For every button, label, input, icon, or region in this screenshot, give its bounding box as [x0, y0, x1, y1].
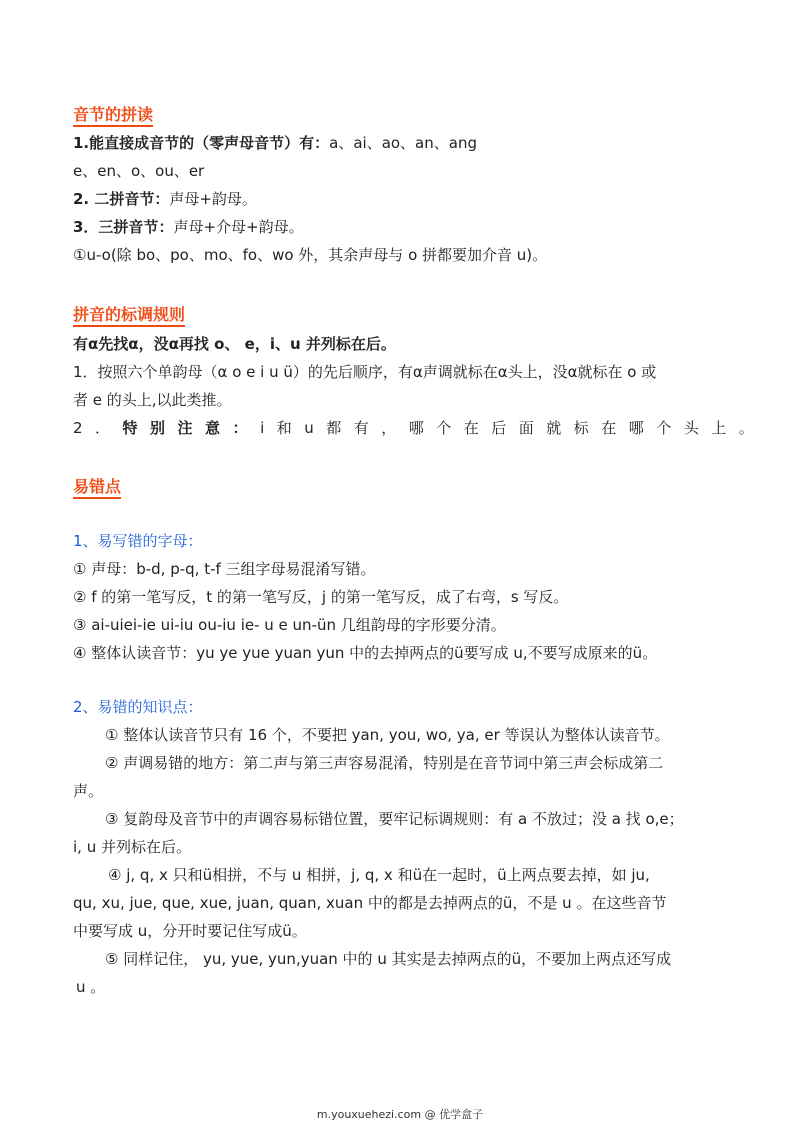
letters-item-1: ① 声母：b-d, p-q, t-f 三组字母易混淆写错。 — [73, 560, 376, 578]
letters-item-3: ③ ai-uiei-ie ui-iu ou-iu ie- u e un-ün 几组韵母的字形要分清。 — [73, 616, 506, 634]
knowledge-item-3: ③ 复韵母及音节中的声调容易标错位置，要牢记标调规则：有 a 不放过；没 a 找 o,e； — [105, 810, 684, 828]
knowledge-item-2: ② 声调易错的地方：第二声与第三声容易混淆，特别是在音节词中第三声会标成第二 — [105, 754, 664, 772]
section-title-syllable-spelling: 音节的拼读 — [73, 104, 153, 126]
tone-rule-1: 1．按照六个单韵母（α o e i u ü）的先后顺序，有α声调就标在α头上，没α就标在 o 或 — [73, 363, 657, 381]
knowledge-item-5: ⑤ 同样记住， yu, yue, yun,yuan 中的 u 其实是去掉两点的ü，不要加上两点还写成 — [105, 950, 672, 968]
footer-watermark: m.youxuehezi.com @ 优学盒子 — [316, 1108, 484, 1121]
knowledge-item-5-cont: u 。 — [76, 978, 106, 996]
three-part-syllable-line: 3．三拼音节：声母+介母+韵母。 — [73, 218, 304, 236]
zero-initial-line: 1.能直接成音节的（零声母音节）有：a、ai、ao、an、ang — [73, 134, 477, 152]
letters-item-4: ④ 整体认读音节：yu ye yue yuan yun 中的去掉两点的ü要写成 u,不要写成原来的ü。 — [73, 644, 658, 662]
tone-rule-1-cont: 者 e 的头上,以此类推。 — [73, 391, 232, 409]
tone-rule-2: 2．特别注意：i和u都有，哪个在后面就标在哪个头上。 — [73, 419, 767, 437]
section-title-common-mistakes: 易错点 — [73, 476, 121, 498]
letters-item-2: ② f 的第一笔写反，t 的第一笔写反，j 的第一笔写反，成了右弯，s 写反。 — [73, 588, 569, 606]
subheading-letters: 1、易写错的字母： — [73, 532, 203, 550]
knowledge-item-4-cont-2: 中要写成 u，分开时要记住写成ü。 — [73, 922, 307, 940]
tone-rule-summary: 有α先找α，没α再找 o、 e，i、u 并列标在后。 — [73, 335, 396, 353]
uo-rule-line: ①u-o(除 bo、po、mo、fo、wo 外，其余声母与 o 拼都要加介音 u)。 — [73, 246, 548, 264]
knowledge-item-3-cont: i, u 并列标在后。 — [73, 838, 191, 856]
knowledge-item-2-cont: 声。 — [73, 782, 104, 800]
knowledge-item-1: ① 整体认读音节只有 16 个，不要把 yan, you, wo, ya, er 等误认为整体认读音节。 — [105, 726, 670, 744]
zero-initial-line-cont: e、en、o、ou、er — [73, 162, 205, 180]
two-part-syllable-line: 2. 二拼音节：声母+韵母。 — [73, 190, 257, 208]
knowledge-item-4-cont-1: qu, xu, jue, que, xue, juan, quan, xuan 中的都是去掉两点的ü，不是 u 。在这些音节 — [73, 894, 667, 912]
knowledge-item-4: ④ j, q, x 只和ü相拼，不与 u 相拼，j, q, x 和ü在一起时，ü上两点要去掉，如 ju, — [108, 866, 650, 884]
section-title-tone-marking: 拼音的标调规则 — [73, 304, 185, 326]
subheading-knowledge: 2、易错的知识点： — [73, 698, 203, 716]
